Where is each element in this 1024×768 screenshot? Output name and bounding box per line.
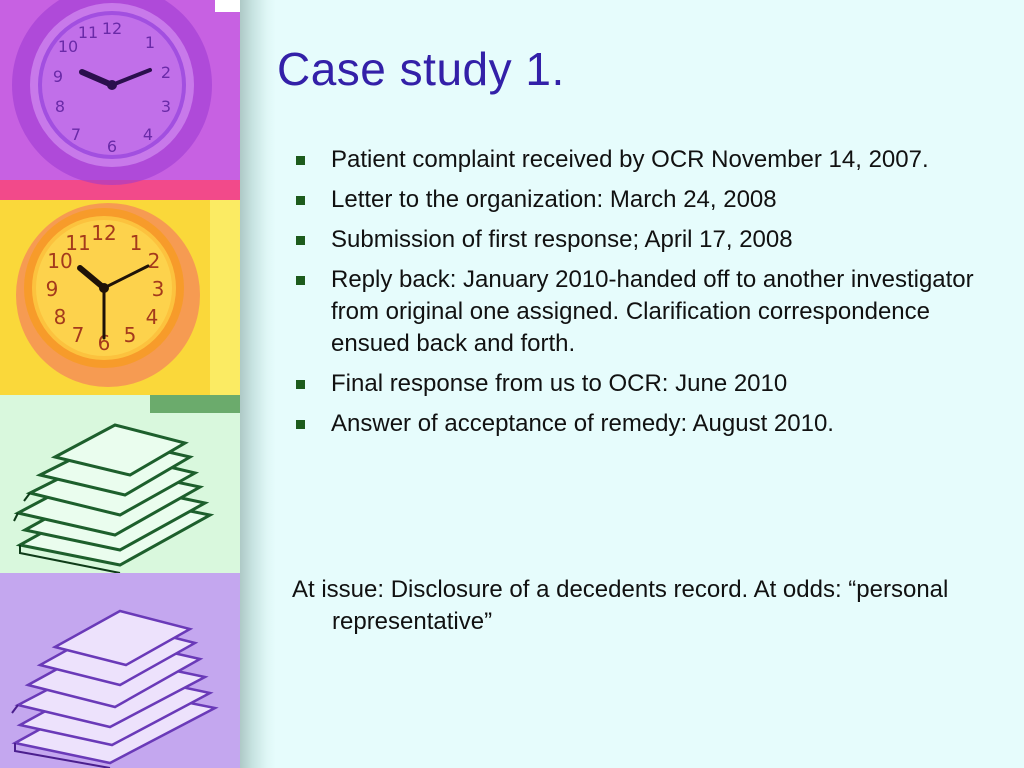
square-bullet-icon xyxy=(296,196,305,205)
svg-text:2: 2 xyxy=(147,249,161,273)
svg-text:9: 9 xyxy=(45,277,59,301)
slide-title: Case study 1. xyxy=(277,43,565,95)
svg-text:7: 7 xyxy=(70,125,82,144)
svg-text:6: 6 xyxy=(106,137,118,156)
bullet-item xyxy=(296,144,1006,176)
bullet-item xyxy=(296,368,1006,400)
svg-text:5: 5 xyxy=(123,323,137,347)
svg-text:6: 6 xyxy=(97,331,111,355)
bullet-text: Patient complaint received by OCR November 14, 2007. xyxy=(331,146,929,173)
svg-text:3: 3 xyxy=(160,97,172,116)
svg-text:12: 12 xyxy=(91,221,117,245)
purple-books-panel xyxy=(0,573,240,768)
svg-text:11: 11 xyxy=(77,23,99,42)
svg-text:10: 10 xyxy=(47,249,73,273)
square-bullet-icon xyxy=(296,420,305,429)
orange-clock-panel xyxy=(0,200,240,395)
bullet-item xyxy=(296,224,1006,256)
purple-books-image xyxy=(0,573,240,768)
square-bullet-icon xyxy=(296,380,305,389)
purple-clock-panel xyxy=(0,0,240,200)
bullet-text: Submission of first response; April 17, 2008 xyxy=(331,226,793,253)
sidebar-shadow xyxy=(240,0,276,768)
svg-text:11: 11 xyxy=(65,231,91,255)
bullet-item xyxy=(296,408,1006,440)
svg-text:4: 4 xyxy=(145,305,159,329)
svg-text:12: 12 xyxy=(101,19,123,38)
svg-text:8: 8 xyxy=(54,97,66,116)
svg-text:2: 2 xyxy=(160,63,172,82)
square-bullet-icon xyxy=(296,236,305,245)
green-books-image xyxy=(0,395,240,573)
square-bullet-icon xyxy=(296,156,305,165)
svg-text:8: 8 xyxy=(53,305,67,329)
bullet-item xyxy=(296,264,1006,360)
svg-text:1: 1 xyxy=(144,33,156,52)
decorative-sidebar xyxy=(0,0,240,768)
bullet-list xyxy=(296,144,1006,448)
svg-text:4: 4 xyxy=(142,125,154,144)
orange-clock-image xyxy=(0,200,240,395)
bullet-text: Letter to the organization: March 24, 2008 xyxy=(331,186,777,213)
bullet-text: Final response from us to OCR: June 2010 xyxy=(331,370,788,397)
issue-paragraph: At issue: Disclosure of a decedents record. At odds: “personal representative” xyxy=(292,576,949,635)
svg-text:7: 7 xyxy=(71,323,85,347)
svg-text:9: 9 xyxy=(52,67,64,86)
svg-text:1: 1 xyxy=(129,231,143,255)
svg-text:3: 3 xyxy=(151,277,165,301)
purple-clock-image xyxy=(0,0,240,200)
bullet-item xyxy=(296,184,1006,216)
bullet-text: Answer of acceptance of remedy: August 2010. xyxy=(331,410,834,437)
square-bullet-icon xyxy=(296,276,305,285)
svg-text:10: 10 xyxy=(57,37,79,56)
green-books-panel xyxy=(0,395,240,573)
bullet-text: Reply back: January 2010-handed off to another investigator from original one assigned. Clarification correspondence ensued back and forth. xyxy=(331,266,974,357)
